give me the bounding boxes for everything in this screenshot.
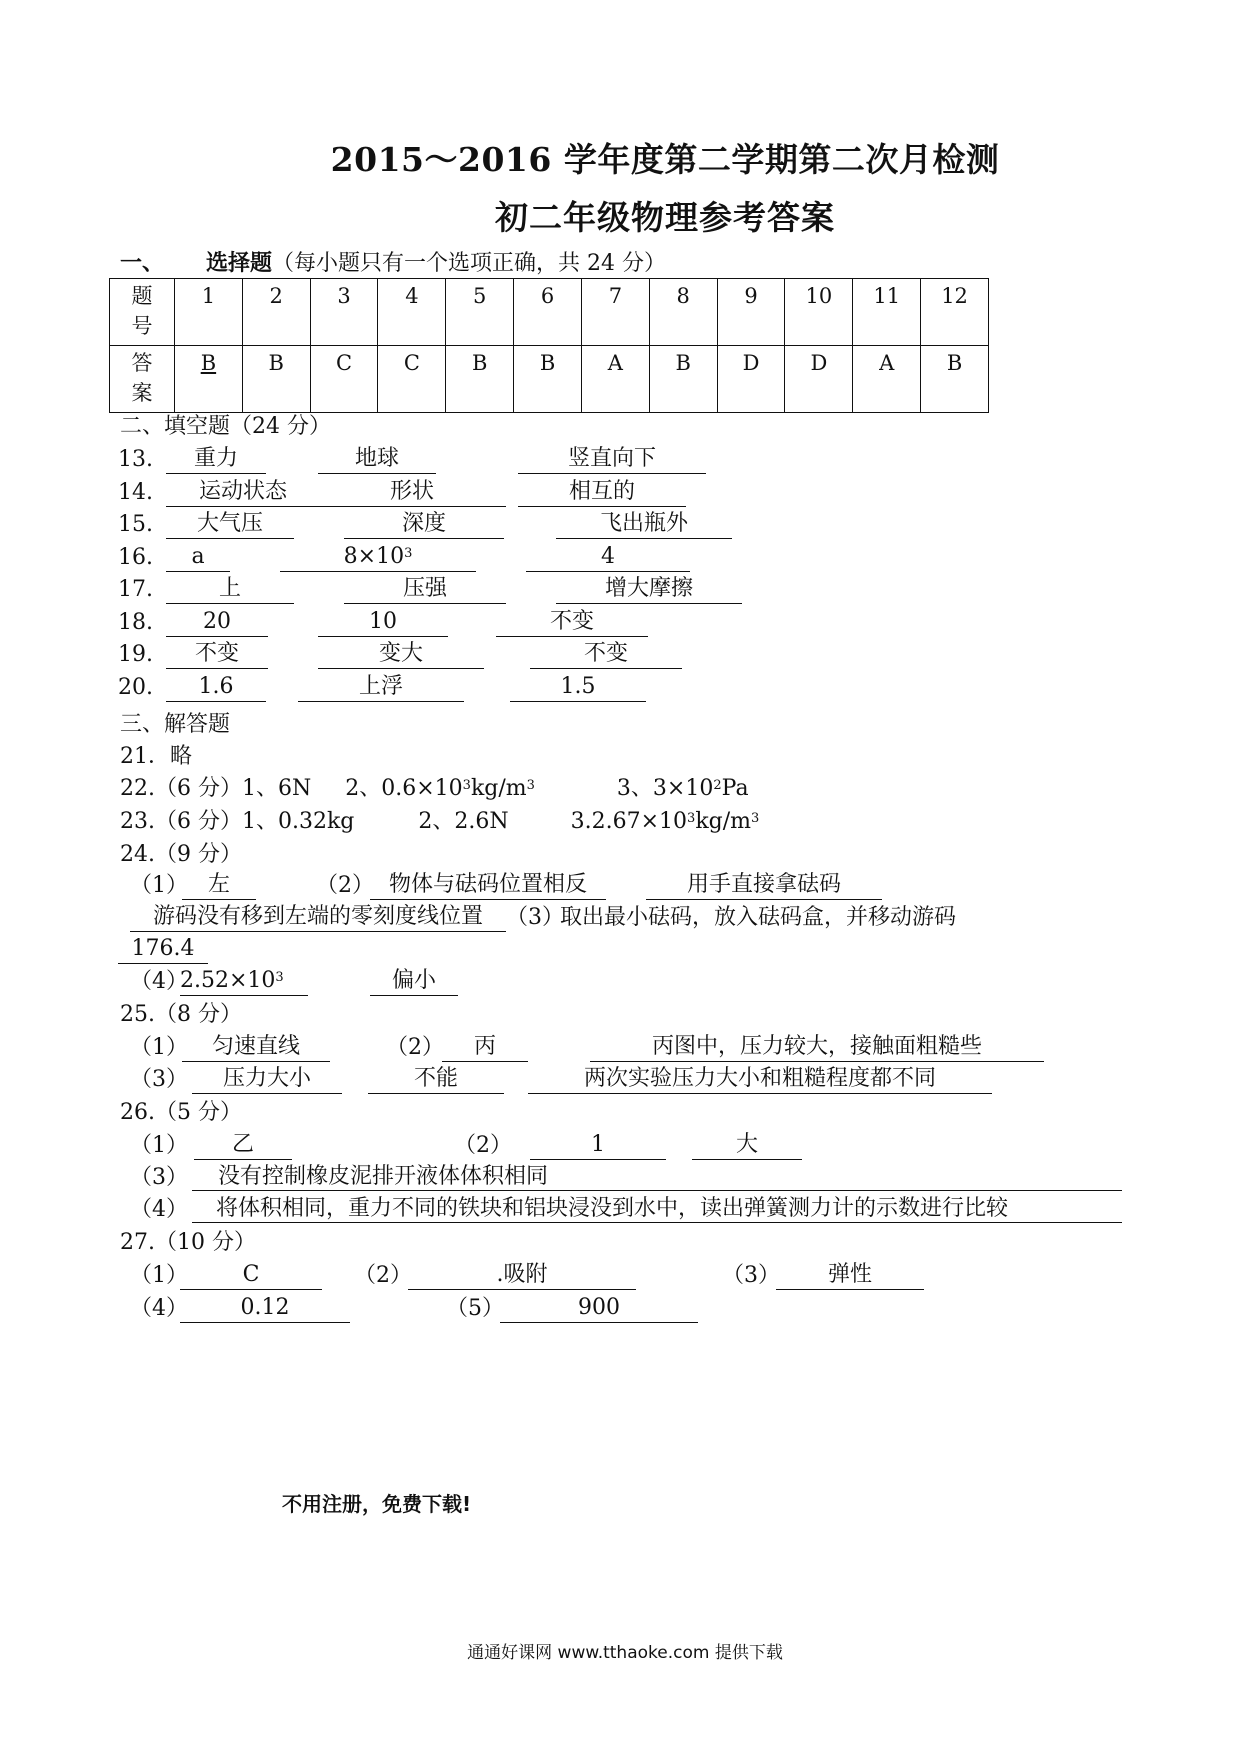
q24-answer-3b: 176.4 [118, 935, 208, 964]
q25-answer-3c: 两次实验压力大小和粗糙程度都不同 [528, 1065, 992, 1094]
fill-answer-c: 不变 [496, 608, 648, 637]
question-number-cell: 9 [717, 279, 785, 346]
answer-cell [242, 346, 310, 413]
fill-answer-c: 竖直向下 [518, 445, 706, 474]
q27-label-2: （2） [354, 1263, 412, 1288]
fill-answer-c: 1.5 [510, 673, 646, 702]
q27-answer-2: .吸附 [408, 1261, 636, 1290]
fill-answer-a: 上 [166, 575, 294, 604]
promo-text: 不用注册，免费下载! [282, 1492, 472, 1516]
fill-question-number: 20. [118, 674, 153, 700]
q24-answer-4a: $2.52\times 10^3$ [180, 967, 308, 996]
answer-cell [717, 346, 785, 413]
answer-letter: D [810, 351, 828, 375]
answer-cell [785, 346, 853, 413]
q24-label-2: （2） [316, 873, 374, 898]
q24-answer-1: 左 [182, 871, 256, 900]
q26-label-2: （2） [454, 1133, 512, 1158]
q27-answer-3: 弹性 [776, 1261, 924, 1290]
answer-letter: C [403, 351, 420, 375]
q22-answer [120, 774, 749, 804]
answer-letter: D [742, 351, 760, 375]
q27-answer-4: 0.12 [180, 1294, 350, 1323]
answer-letter: B [675, 351, 691, 375]
answer-letter: C [336, 351, 353, 375]
q27-label-3: （3） [722, 1263, 780, 1288]
fill-question-number: 19. [118, 642, 153, 667]
fill-answer-c: 飞出瓶外 [556, 510, 732, 539]
q22-part2: 2、$0.6\times 10^3kg/m^3$ [345, 776, 535, 801]
q25-heading: 25.（8 分） [120, 1002, 242, 1027]
q26-answer-2b: 大 [692, 1131, 802, 1160]
footer-credit: 通通好课网 www.tthaoke.com 提供下载 [467, 1643, 783, 1663]
row-head-question-number: 题号 [110, 279, 175, 346]
question-number-cell: 12 [921, 279, 989, 346]
fill-answer-c: 增大摩擦 [556, 575, 742, 604]
q26-answer-4: 将体积相同，重力不同的铁块和铝块浸没到水中，读出弹簧测力计的示数进行比较 [192, 1195, 1122, 1223]
fill-answer-a: 运动状态 [166, 478, 320, 507]
q22-part3: 3、$3\times 10^2Pa$ [616, 776, 749, 801]
answer-cell [921, 346, 989, 413]
q23-answer [120, 807, 759, 837]
q25-answer-1: 匀速直线 [182, 1033, 330, 1062]
q24-answer-3: 取出最小砝码，放入砝码盒，并移动游码 [560, 905, 957, 930]
fill-question-number: 18. [118, 609, 153, 635]
q23-part1: 23.（6 分）1、0.32kg [120, 809, 355, 834]
q26-heading: 26.（5 分） [120, 1100, 242, 1125]
section1-heading [120, 246, 666, 277]
fill-answer-c: 不变 [530, 640, 682, 669]
page-title: 2015～2016 学年度第二学期第二次月检测 [330, 140, 1000, 179]
fill-answer-a: 重力 [166, 445, 266, 474]
fill-answer-a: a [166, 543, 230, 572]
answer-cell [853, 346, 921, 413]
row-head-answer: 答案 [110, 346, 175, 413]
fill-answer-b: 压强 [344, 575, 506, 604]
answer-letter: B [268, 351, 284, 375]
answer-cell [581, 346, 649, 413]
fill-answer-a: 1.6 [166, 673, 266, 702]
question-number-cell: 10 [785, 279, 853, 346]
question-number-row [110, 279, 989, 346]
fill-answer-b: 变大 [318, 640, 484, 669]
answer-cell [446, 346, 514, 413]
q25-answer-2a: 丙 [442, 1033, 528, 1062]
fill-question-number: 17. [118, 577, 153, 602]
fill-answer-b: 10 [318, 608, 448, 637]
fill-answer-a: 20 [166, 608, 268, 637]
q27-label-1: （1） [130, 1263, 188, 1288]
q24-answer-4b: 偏小 [370, 967, 458, 996]
q24-label-3: （3） [506, 905, 564, 930]
section1-number: 一、 [120, 250, 165, 276]
answer-letter: B [539, 351, 556, 375]
answer-letter: B [472, 351, 488, 375]
question-number-cell: 11 [853, 279, 921, 346]
fill-question-number: 13. [118, 447, 153, 472]
q25-label-3: （3） [130, 1067, 188, 1092]
fill-question-number: 16. [118, 544, 153, 570]
fill-answer-b: 深度 [344, 510, 504, 539]
fill-answer-b: $8\times 10^3$ [280, 543, 476, 572]
q26-answer-2a: 1 [530, 1131, 666, 1160]
question-number-cell: 4 [378, 279, 446, 346]
answer-cell [378, 346, 446, 413]
q26-answer-1: 乙 [194, 1131, 292, 1160]
answer-letter: A [607, 351, 623, 375]
q27-heading: 27.（10 分） [120, 1230, 256, 1255]
question-number-cell: 5 [446, 279, 514, 346]
fill-answer-c: 相互的 [518, 478, 686, 507]
q24-answer-2c: 游码没有移到左端的零刻度线位置 [130, 903, 506, 932]
fill-answer-b: 地球 [318, 445, 436, 474]
fill-answer-a: 不变 [166, 640, 268, 669]
q26-answer-3: 没有控制橡皮泥排开液体体积相同 [192, 1163, 1122, 1191]
answer-row [110, 346, 989, 413]
answer-cell [649, 346, 717, 413]
q26-label-1: （1） [130, 1133, 188, 1158]
q24-answer-2b: 用手直接拿砝码 [646, 871, 882, 900]
q21-answer: 21．略 [120, 744, 192, 769]
q23-part2: 2、2.6N [418, 809, 509, 834]
section3-heading: 三、解答题 [120, 712, 231, 737]
question-number-cell: 1 [175, 279, 243, 346]
q27-label-5: （5） [446, 1296, 504, 1321]
q25-label-2: （2） [386, 1035, 444, 1060]
q24-label-4: （4） [130, 969, 188, 994]
q26-label-3: （3） [130, 1165, 188, 1190]
question-number-cell: 7 [581, 279, 649, 346]
q27-answer-5: 900 [500, 1294, 698, 1323]
q24-heading: 24.（9 分） [120, 842, 242, 867]
question-number-cell: 2 [242, 279, 310, 346]
section2-heading: 二、填空题（24 分） [120, 414, 331, 439]
q24-label-1: （1） [130, 873, 188, 898]
fill-answer-b: 上浮 [298, 673, 464, 702]
fill-answer-a: 大气压 [166, 510, 294, 539]
fill-question-number: 14. [118, 479, 153, 505]
q22-part1: 22.（6 分）1、6N [120, 776, 312, 801]
fill-answer-c: 4 [526, 543, 690, 572]
fill-answer-b: 形状 [318, 478, 506, 507]
page-subtitle: 初二年级物理参考答案 [495, 198, 835, 237]
q24-answer-2a: 物体与砝码位置相反 [370, 871, 606, 900]
q23-part3: $3.2.67\times 10^3kg/m^3$ [570, 809, 760, 834]
answer-letter: B [946, 351, 963, 375]
answer-letter: A [879, 351, 895, 375]
question-number-cell: 6 [514, 279, 582, 346]
question-number-cell: 8 [649, 279, 717, 346]
fill-question-number: 15. [118, 512, 153, 537]
answer-cell [310, 346, 378, 413]
question-number-cell: 3 [310, 279, 378, 346]
q27-answer-1: C [180, 1261, 322, 1290]
q25-answer-3a: 压力大小 [192, 1065, 342, 1094]
q26-label-4: （4） [130, 1197, 188, 1222]
q25-answer-2b: 丙图中，压力较大，接触面粗糙些 [590, 1033, 1044, 1062]
section1-name: 选择题 [206, 250, 273, 276]
q27-label-4: （4） [130, 1296, 188, 1321]
multiple-choice-table [109, 278, 989, 413]
q25-label-1: （1） [130, 1035, 188, 1060]
answer-cell [175, 346, 243, 413]
q25-answer-3b: 不能 [368, 1065, 504, 1094]
answer-cell [514, 346, 582, 413]
answer-letter: B [200, 351, 217, 375]
section1-note: （每小题只有一个选项正确，共 24 分） [272, 251, 666, 276]
